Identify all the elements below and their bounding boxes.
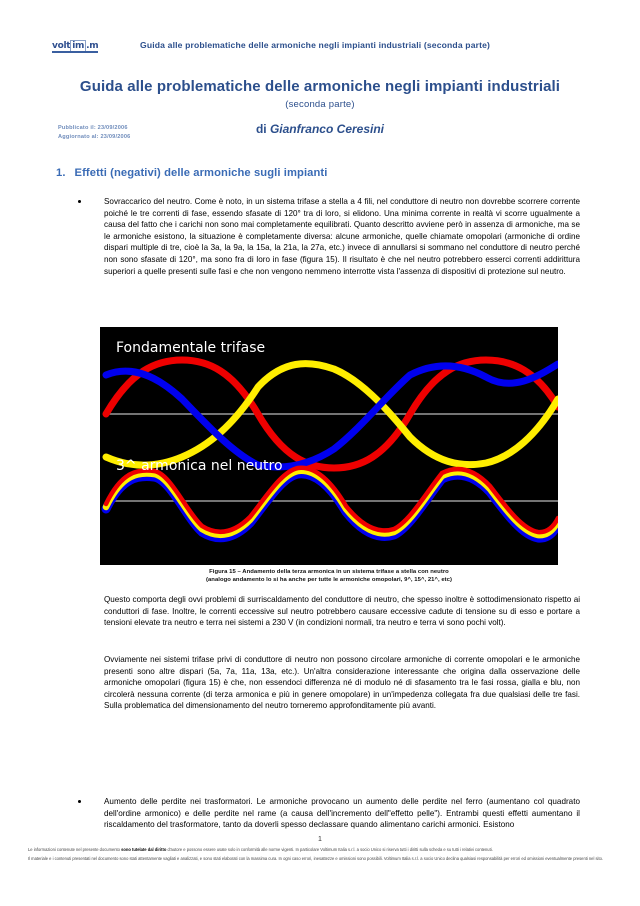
figure-15: [100, 327, 558, 584]
bullet-marker: [78, 800, 81, 803]
footer-note-line2: Il materiale e i contenuti presentati nel documento sono stati attentamente vagliati e analizzati, e sono stati elaborati con la massima cura. In ogni caso errori, inesattezze e omissioni sono possibili. Voltimum Italia s.r.l. a socio Unico declina qualsiasi responsabilità per errori ed omissioni eventualmente presenti nel sito.: [28, 855, 604, 861]
paragraph-three-phase-no-neutral: Ovviamente nei sistemi trifase privi di conduttore di neutro non possono circolare armoniche di corrente omopolari e le armoniche presenti sono altre dispari (5a, 7a, 11a, 13a, etc.). Un'altra considerazione interessante che origina dalla osservazione delle armoniche omopolari (figura 15) è che, non essendoci differenza né di modulo né di sfasamento tra le fasi rossa, gialla e blu, non circolerà nessuna corrente (di terza armonica e più in genere omopolare) in un'impedenza collegata fra due qualsiasi delle tre fasi. Sulla problematica del dimensionamento del neutro torneremo approfonditamente più avanti.: [104, 655, 580, 711]
bullet-marker: [78, 200, 81, 203]
footer-note-part-a: Le informazioni contenute nel presente documento: [28, 847, 122, 852]
document-header: [0, 38, 640, 60]
running-title: Guida alle problematiche delle armoniche negli impianti industriali (seconda parte): [140, 40, 491, 50]
figure-caption: [100, 568, 558, 584]
section-title: Effetti (negativi) delle armoniche sugli impianti: [74, 167, 328, 179]
bullet-text: Aumento delle perdite nei trasformatori. Le armoniche provocano un aumento delle perdite nel ferro (aumentano col quadrato dell'ordine armonico) e delle perdite nel rame (a causa dell'incremento dell"effetto pelle"). Entrambi questi effetti aumentano il riscaldamento del trasformatore, tanto da doverli spesso declassare quando alimentano carichi armonici. Esistono: [104, 797, 580, 830]
page-title: Guida alle problematiche delle armoniche negli impianti industriali: [79, 78, 561, 95]
chart-label-fundamental: Fondamentale trifase: [116, 340, 266, 356]
logo-underline: [52, 51, 98, 53]
bullet-item-transformer-losses: [78, 796, 580, 831]
figure-caption-line1: Figura 15 – Andamento della terza armonica in un sistema trifase a stella con neutro: [209, 569, 449, 575]
harmonics-waveform-chart: [100, 327, 558, 565]
page-number: 1: [318, 836, 322, 843]
updated-date: Aggiornato al: 23/09/2006: [58, 133, 131, 140]
logo-text-c: .m: [86, 41, 99, 51]
footer-note-part-c: d'autore e possono essere usate solo in conformità alle norme vigenti. In particolare Voltimum Italia s.r.l. a socio Unico si riserva tutti i diritti sulla scheda e su tutti i relativi contenuti.: [166, 847, 493, 852]
logo-text-a: volt: [52, 41, 71, 51]
chart-label-third-harmonic: 3^ armonica nel neutro: [116, 458, 283, 474]
bullet-text: Sovraccarico del neutro. Come è noto, in un sistema trifase a stella a 4 fili, nel conduttore di neutro non dovrebbe scorrere corrente poiché le tre correnti di fase, essendo sfasate di 120° tra di loro, si elidono. Una minima corrente in realtà vi scorre ugualmente a causa del fatto che i carichi non sono mai completamente equilibrati. Quanto descritto avviene però in assenza di armoniche, ma se le armoniche esistono, la situazione è completamente diversa: alcune armoniche, quelle chiamate omopolari (armoniche di ordine dispari multiple di tre, cioè la 3a, la 9a, la 15a, la 21a, la 27a, etc.) invece di annullarsi si sommano nel conduttore di neutro perché non sono sfasate di 120°, ma sono fra di loro in fase (figura 15). Il risultato è che nel neutro potrebbero esserci correnti addirittura superiori a quelle presenti sulle fasi e che non vengono nemmeno interrotte vista l'assenza di dispositivi di protezione sul neutro.: [104, 197, 580, 276]
author-prefix: di: [255, 122, 270, 136]
bullet-item-neutral-overload: [78, 196, 580, 277]
published-date: Pubblicato il: 23/09/2006: [58, 125, 128, 131]
figure-caption-line2: (analogo andamento lo si ha anche per tutte le armoniche omopolari, 9^, 15^, 21^, etc): [205, 577, 453, 583]
footer-legal-note: [28, 847, 618, 864]
author-line: [0, 122, 640, 136]
author-name: Gianfranco Ceresini: [269, 122, 385, 136]
section-number: 1.: [56, 167, 66, 179]
footer-note-line1: [28, 847, 618, 853]
paragraph-neutral-overheating: Questo comporta degli ovvi problemi di surriscaldamento del conduttore di neutro, che spesso inoltre è sottodimensionato rispetto ai conduttori di fase. Inoltre, le correnti eccessive sul neutro potrebbero causare eccessive cadute di tensione su di esso e portare a tensioni elevate tra neutro e terra nei sistemi a 230 V (in condizioni normali, tra neutro e terra vi sono pochi volt).: [104, 595, 580, 628]
footer-note-part-b: sono tutelate dal diritto: [121, 847, 167, 852]
voltimum-logo: [52, 38, 114, 54]
page-subtitle: (seconda parte): [285, 99, 355, 110]
logo-text-b: im: [72, 41, 85, 51]
section-heading: [56, 167, 327, 179]
